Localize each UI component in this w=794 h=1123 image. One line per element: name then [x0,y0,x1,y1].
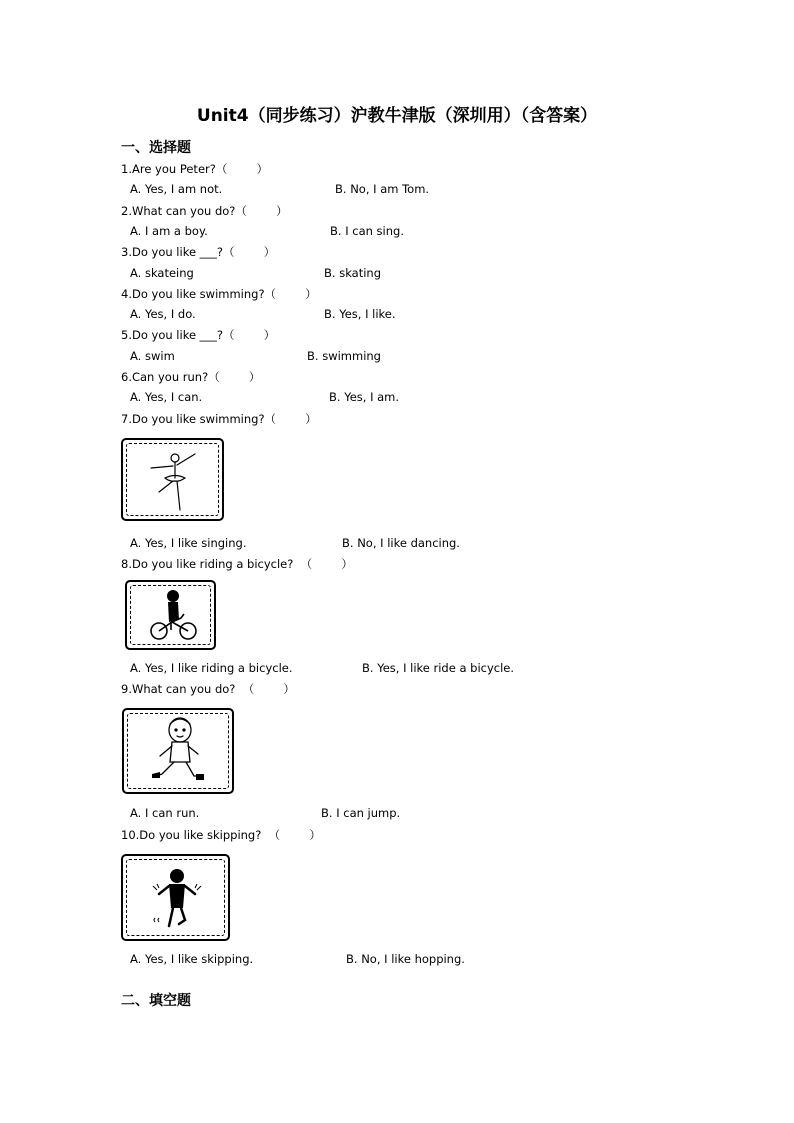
question-9-option-a: A. I can run. [130,806,200,820]
section-heading-fill: 二、填空题 [121,993,191,1009]
skipping-picture [121,854,230,941]
question-6-option-a: A. Yes, I can. [130,390,203,404]
running-boy-picture [122,708,234,794]
question-10: 10.Do you like skipping? （ ） [121,828,321,842]
question-5: 5.Do you like ___?（ ） [121,328,276,342]
question-3-option-a: A. skateing [130,266,194,280]
question-4-option-a: A. Yes, I do. [130,307,196,321]
question-9-option-b: B. I can jump. [321,806,401,820]
ballerina-icon [123,440,226,523]
question-8-option-b: B. Yes, I like ride a bicycle. [362,661,515,675]
question-7: 7.Do you like swimming?（ ） [121,412,317,426]
question-8-option-a: A. Yes, I like riding a bicycle. [130,661,293,675]
question-2-option-b: B. I can sing. [330,224,404,238]
question-10-option-b: B. No, I like hopping. [346,952,465,966]
question-1-option-b: B. No, I am Tom. [335,182,430,196]
question-6-option-b: B. Yes, I am. [329,390,400,404]
skipping-child-icon [123,856,232,943]
question-10-option-a: A. Yes, I like skipping. [130,952,254,966]
question-4-option-b: B. Yes, I like. [324,307,396,321]
question-3: 3.Do you like ___?（ ） [121,245,276,259]
question-7-option-a: A. Yes, I like singing. [130,536,247,550]
page-title: Unit4（同步练习）沪教牛津版（深圳用）（含答案） [196,106,598,126]
question-8: 8.Do you like riding a bicycle? （ ） [121,557,353,571]
running-boy-icon [124,710,236,796]
bicycle-rider-icon [127,582,218,652]
question-5-option-a: A. swim [130,349,175,363]
question-5-option-b: B. swimming [307,349,381,363]
question-7-option-b: B. No, I like dancing. [342,536,460,550]
question-3-option-b: B. skating [324,266,381,280]
question-9: 9.What can you do? （ ） [121,682,295,696]
question-2-option-a: A. I am a boy. [130,224,208,238]
question-1: 1.Are you Peter?（ ） [121,162,269,176]
bicycle-picture [125,580,216,650]
section-heading-choice: 一、选择题 [121,140,191,156]
question-4: 4.Do you like swimming?（ ） [121,287,317,301]
ballerina-picture [121,438,224,521]
question-2: 2.What can you do?（ ） [121,204,288,218]
question-1-option-a: A. Yes, I am not. [130,182,223,196]
question-6: 6.Can you run?（ ） [121,370,261,384]
